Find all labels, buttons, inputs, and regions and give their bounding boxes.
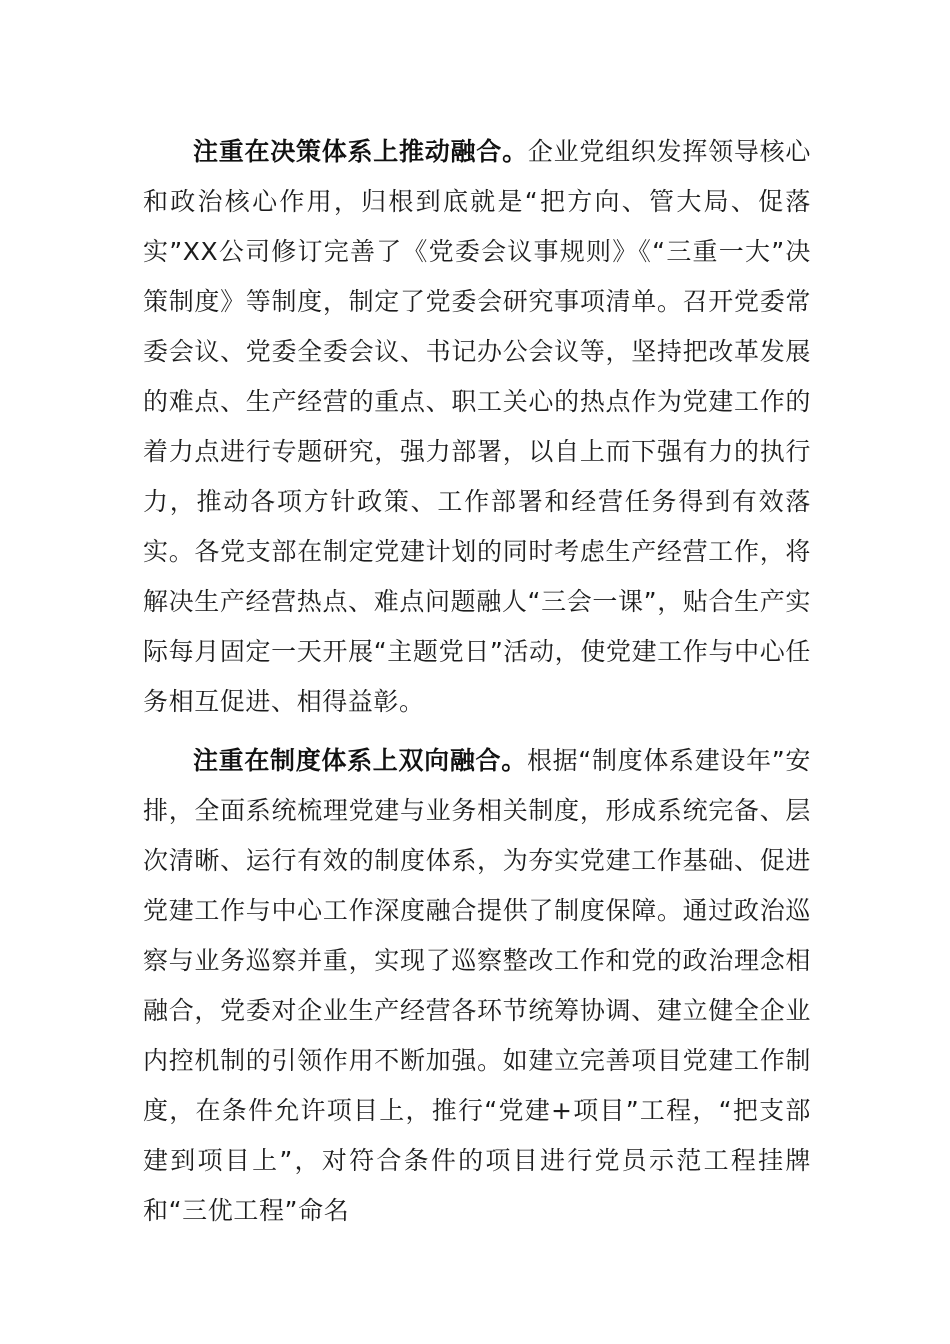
paragraph-text: 根据“制度体系建设年”安排，全面系统梳理党建与业务相关制度，形成系统完备、层次清晰、运行有效的制度体系，为夯实党建工作基础、促进党建工作与中心工作深度融合提供了制度保障。通过政治巡察与业务巡察并重，实现了巡察整改工作和党的政治理念相融合，党委对企业生产经营各环节统筹协调、建立健全企业内控机制的引领作用不断加强。如建立完善项目党建工作制度，在条件允许项目上，推行“党建+项目”工程，“把支部建到项目上”，对符合条件的项目进行党员示范工程挂牌和“三优工程”命名 — [143, 746, 811, 1225]
paragraph-heading: 注重在制度体系上双向融合。 — [193, 746, 527, 775]
document-body — [143, 127, 811, 1245]
paragraph-decision-system — [143, 127, 811, 727]
paragraph-heading: 注重在决策体系上推动融合。 — [193, 137, 528, 166]
paragraph-text: 企业党组织发挥领导核心和政治核心作用，归根到底就是“把方向、管大局、促落实”XX公司修订完善了《党委会议事规则》《“三重一大”决策制度》等制度，制定了党委会研究事项清单。召开党委常委会议、党委全委会议、书记办公会议等，坚持把改革发展的难点、生产经营的重点、职工关心的热点作为党建工作的着力点进行专题研究，强力部署，以自上而下强有力的执行力，推动各项方针政策、工作部署和经营任务得到有效落实。各党支部在制定党建计划的同时考虑生产经营工作，将解决生产经营热点、难点问题融人“三会一课”，贴合生产实际每月固定一天开展“主题党日”活动，使党建工作与中心任务相互促进、相得益彰。 — [143, 137, 811, 716]
paragraph-institution-system — [143, 736, 811, 1236]
